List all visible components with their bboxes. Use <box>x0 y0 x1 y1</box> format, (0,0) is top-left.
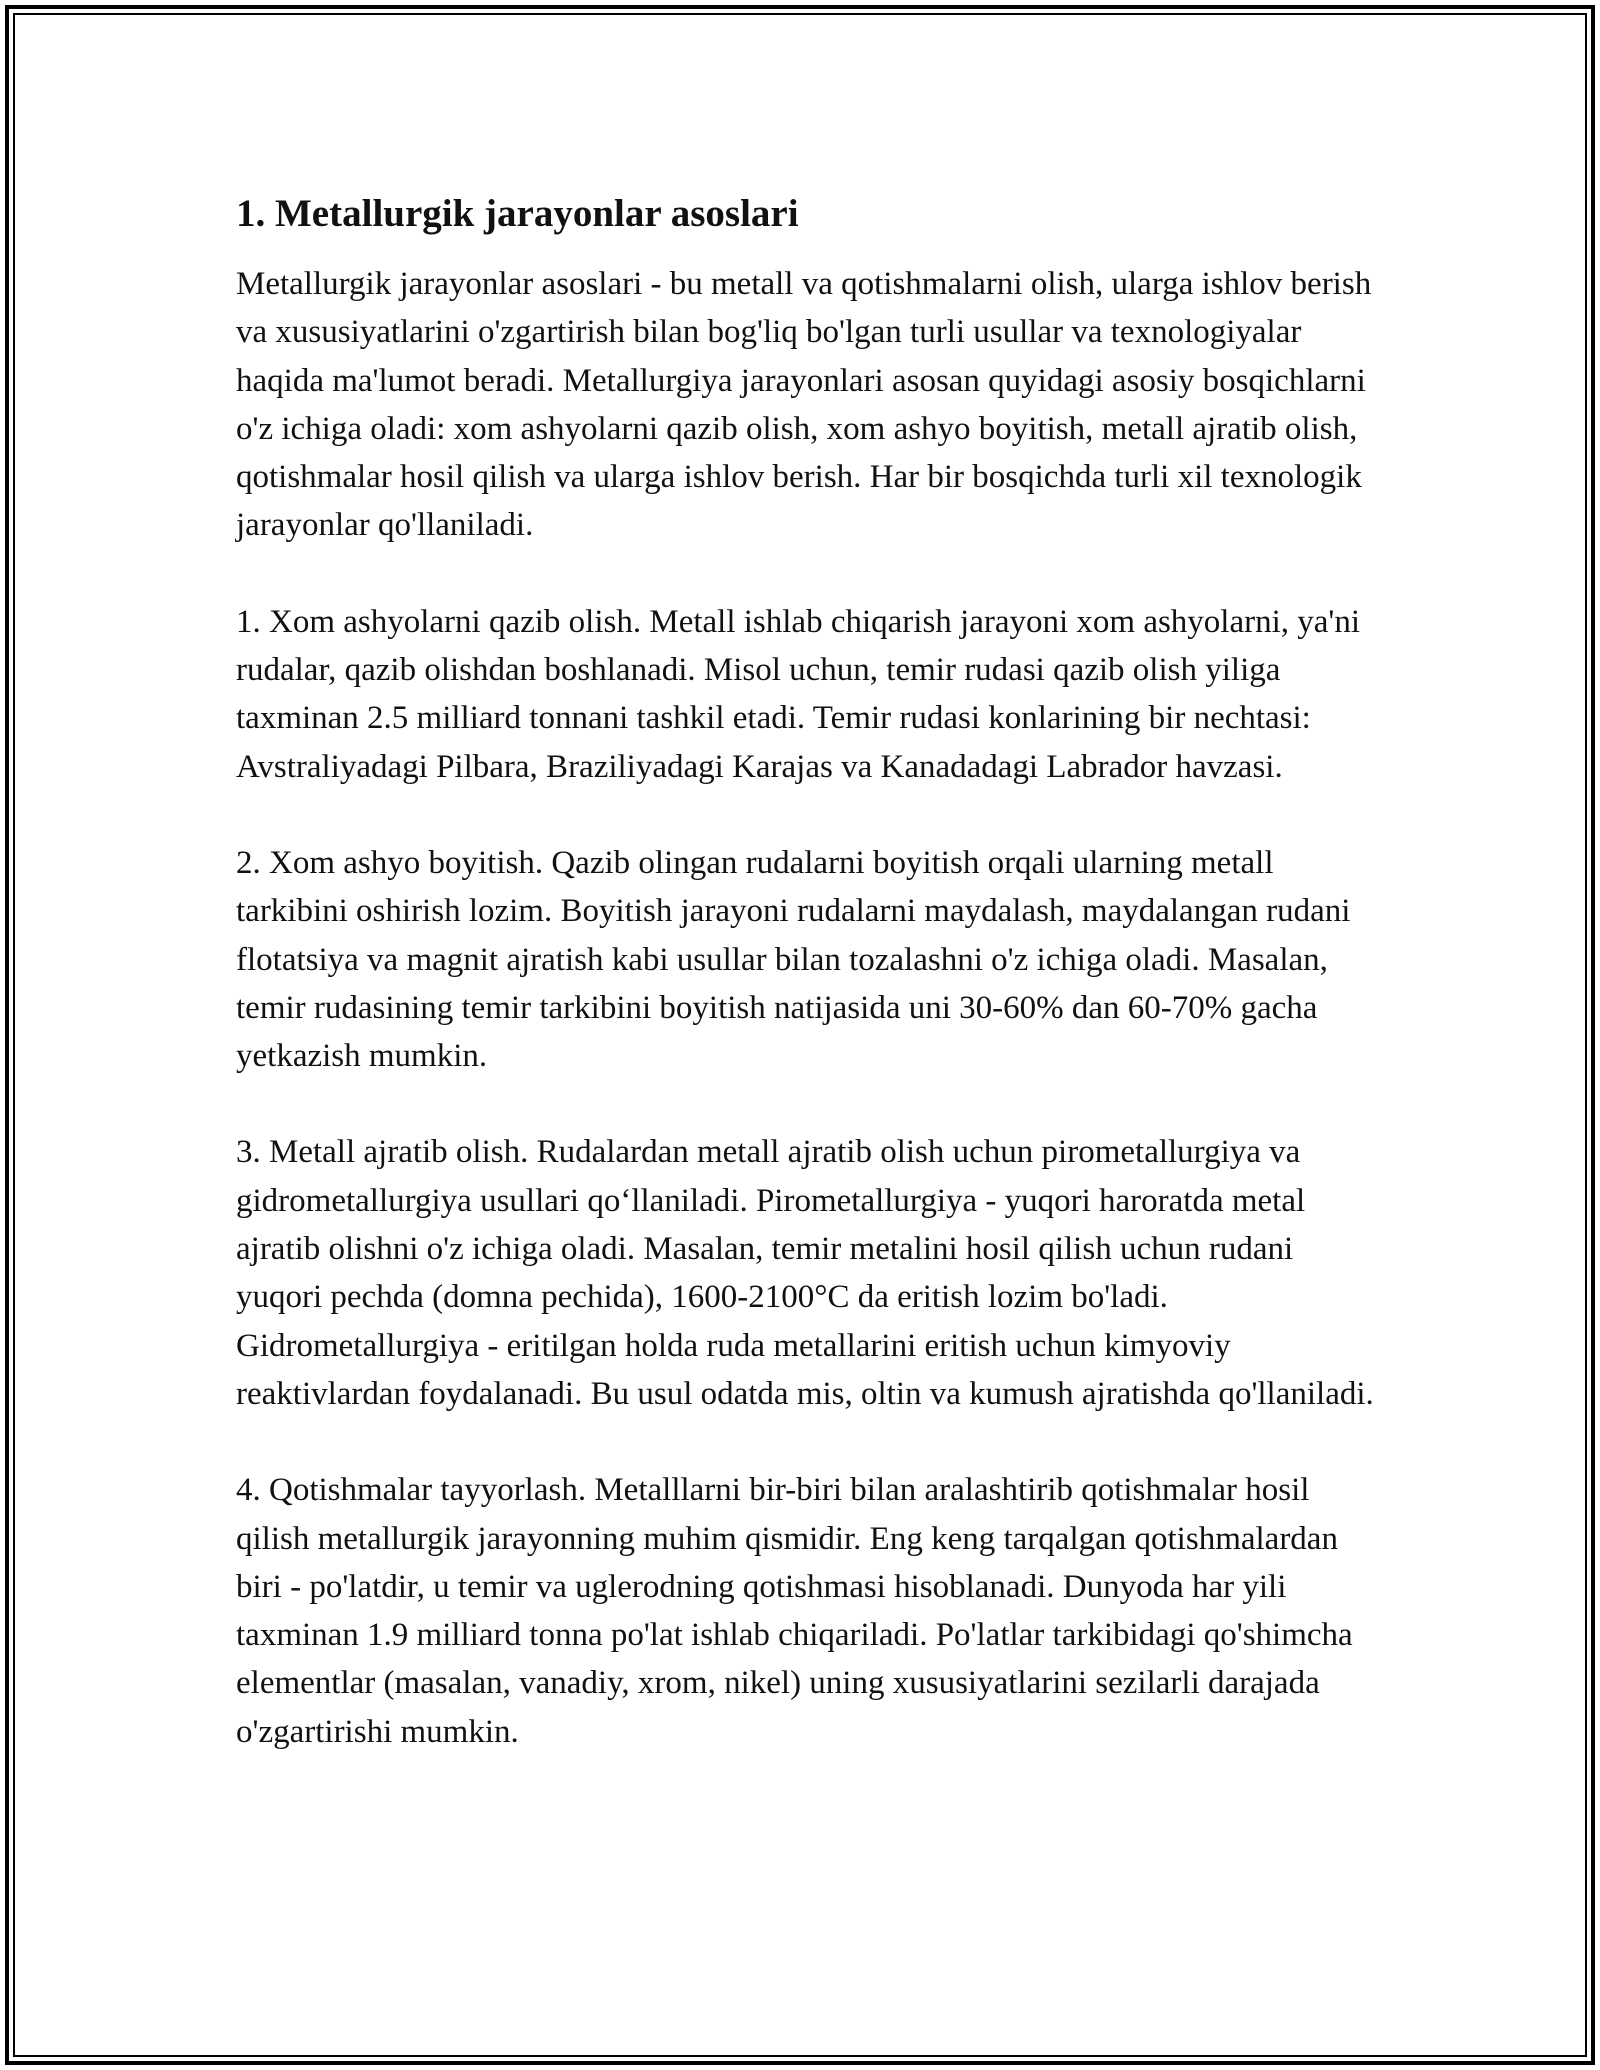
intro-paragraph: Metallurgik jarayonlar asoslari - bu metall va qotishmalarni olish, ularga ishlov berish va xususiyatlarini o'zgartirish bilan bog'liq bo'lgan turli usullar va texnologiyalar haqida ma'lumot beradi. Metallurgiya jarayonlari asosan quyidagi asosiy bosqichlarni o'z ichiga oladi: xom ashyolarni qazib olish, xom ashyo boyitish, metall ajratib olish, qotishmalar hosil qilish va ularga ishlov berish. Har bir bosqichda turli xil texnologik jarayonlar qo'llaniladi. <box>236 266 1372 544</box>
paragraph-alloy-preparation: 4. Qotishmalar tayyorlash. Metalllarni bir-biri bilan aralashtirib qotishmalar hosil qilish metallurgik jarayonning muhim qismidir. Eng keng tarqalgan qotishmalardan biri - po'latdir, u temir va uglerodning qotishmasi hisoblanadi. Dunyoda har yili taxminan 1.9 milliard tonna po'lat ishlab chiqariladi. Po'latlar tarkibidagi qo'shimcha elementlar (masalan, vanadiy, xrom, nikel) uning xususiyatlarini sezilarli darajada o'zgartirishi mumkin. <box>236 1472 1353 1750</box>
paragraph-raw-material-extraction: 1. Xom ashyolarni qazib olish. Metall ishlab chiqarish jarayoni xom ashyolarni, ya'ni rudalar, qazib olishdan boshlanadi. Misol uchun, temir rudasi qazib olish yiliga taxminan 2.5 milliard tonnani tashkil etadi. Temir rudasi konlarining bir nechtasi: Avstraliyadagi Pilbara, Braziliyadagi Karajas va Kanadadagi Labrador havzasi. <box>236 603 1361 785</box>
section-title: 1. Metallurgik jarayonlar asoslari <box>236 192 799 235</box>
paragraph-ore-enrichment: 2. Xom ashyo boyitish. Qazib olingan rudalarni boyitish orqali ularning metall tarkibini oshirish lozim. Boyitish jarayoni rudalarni maydalash, maydalangan rudani flotatsiya va magnit ajratish kabi usullar bilan tozalashni o'z ichiga oladi. Masalan, temir rudasining temir tarkibini boyitish natijasida uni 30-60% dan 60-70% gacha yetkazish mumkin. <box>236 844 1351 1075</box>
paragraph-metal-extraction: 3. Metall ajratib olish. Rudalardan metall ajratib olish uchun pirometallurgiya va gidrometallurgiya usullari qo‘llaniladi. Pirometallurgiya - yuqori haroratda metal ajratib olishni o'z ichiga oladi. Masalan, temir metalini hosil qilish uchun rudani yuqori pechda (domna pechida), 1600-2100°C da eritish lozim bo'ladi. Gidrometallurgiya - eritilgan holda ruda metallarini eritish uchun kimyoviy reaktivlardan foydalanadi. Bu usul odatda mis, oltin va kumush ajratishda qo'llaniladi. <box>236 1134 1374 1412</box>
document-body <box>236 188 1376 1804</box>
